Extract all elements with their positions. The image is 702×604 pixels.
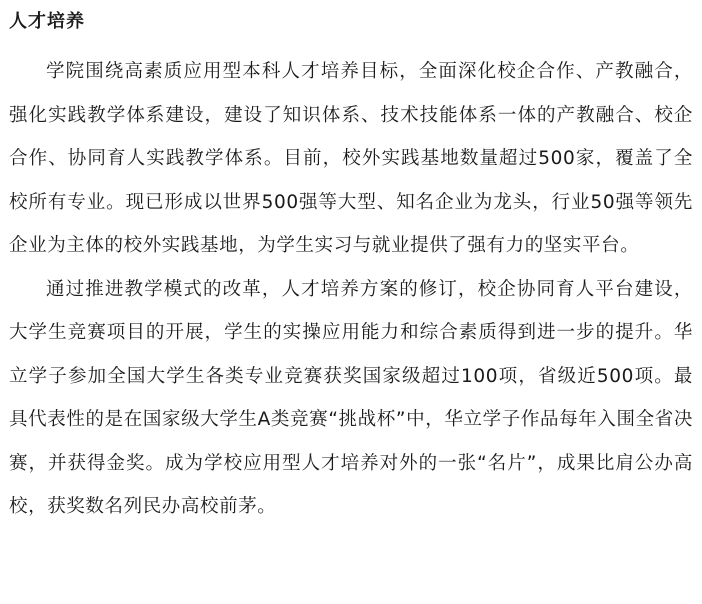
paragraph-practice-base: 学院围绕高素质应用型本科人才培养目标，全面深化校企合作、产教融合，强化实践教学体系建设，建设了知识体系、技术技能体系一体的产教融合、校企合作、协同育人实践教学体系。目前，校外实践基地数量超过500家，覆盖了全校所有专业。现已形成以世界500强等大型、知名企业为龙头，行业50强等领先企业为主体的校外实践基地，为学生实习与就业提供了强有力的坚实平台。 xyxy=(9,61,693,256)
section-heading: 人才培养 xyxy=(9,11,85,32)
paragraph-competition-achievements: 通过推进教学模式的改革，人才培养方案的修订，校企协同育人平台建设，大学生竞赛项目的开展，学生的实操应用能力和综合素质得到进一步的提升。华立学子参加全国大学生各类专业竞赛获奖国家级超过100项，省级近500项。最具代表性的是在国家级大学生A类竞赛“挑战杯”中，华立学子作品每年入围全省决赛，并获得金奖。成为学校应用型人才培养对外的一张“名片”，成果比肩公办高校，获奖数名列民办高校前茅。 xyxy=(9,278,693,517)
